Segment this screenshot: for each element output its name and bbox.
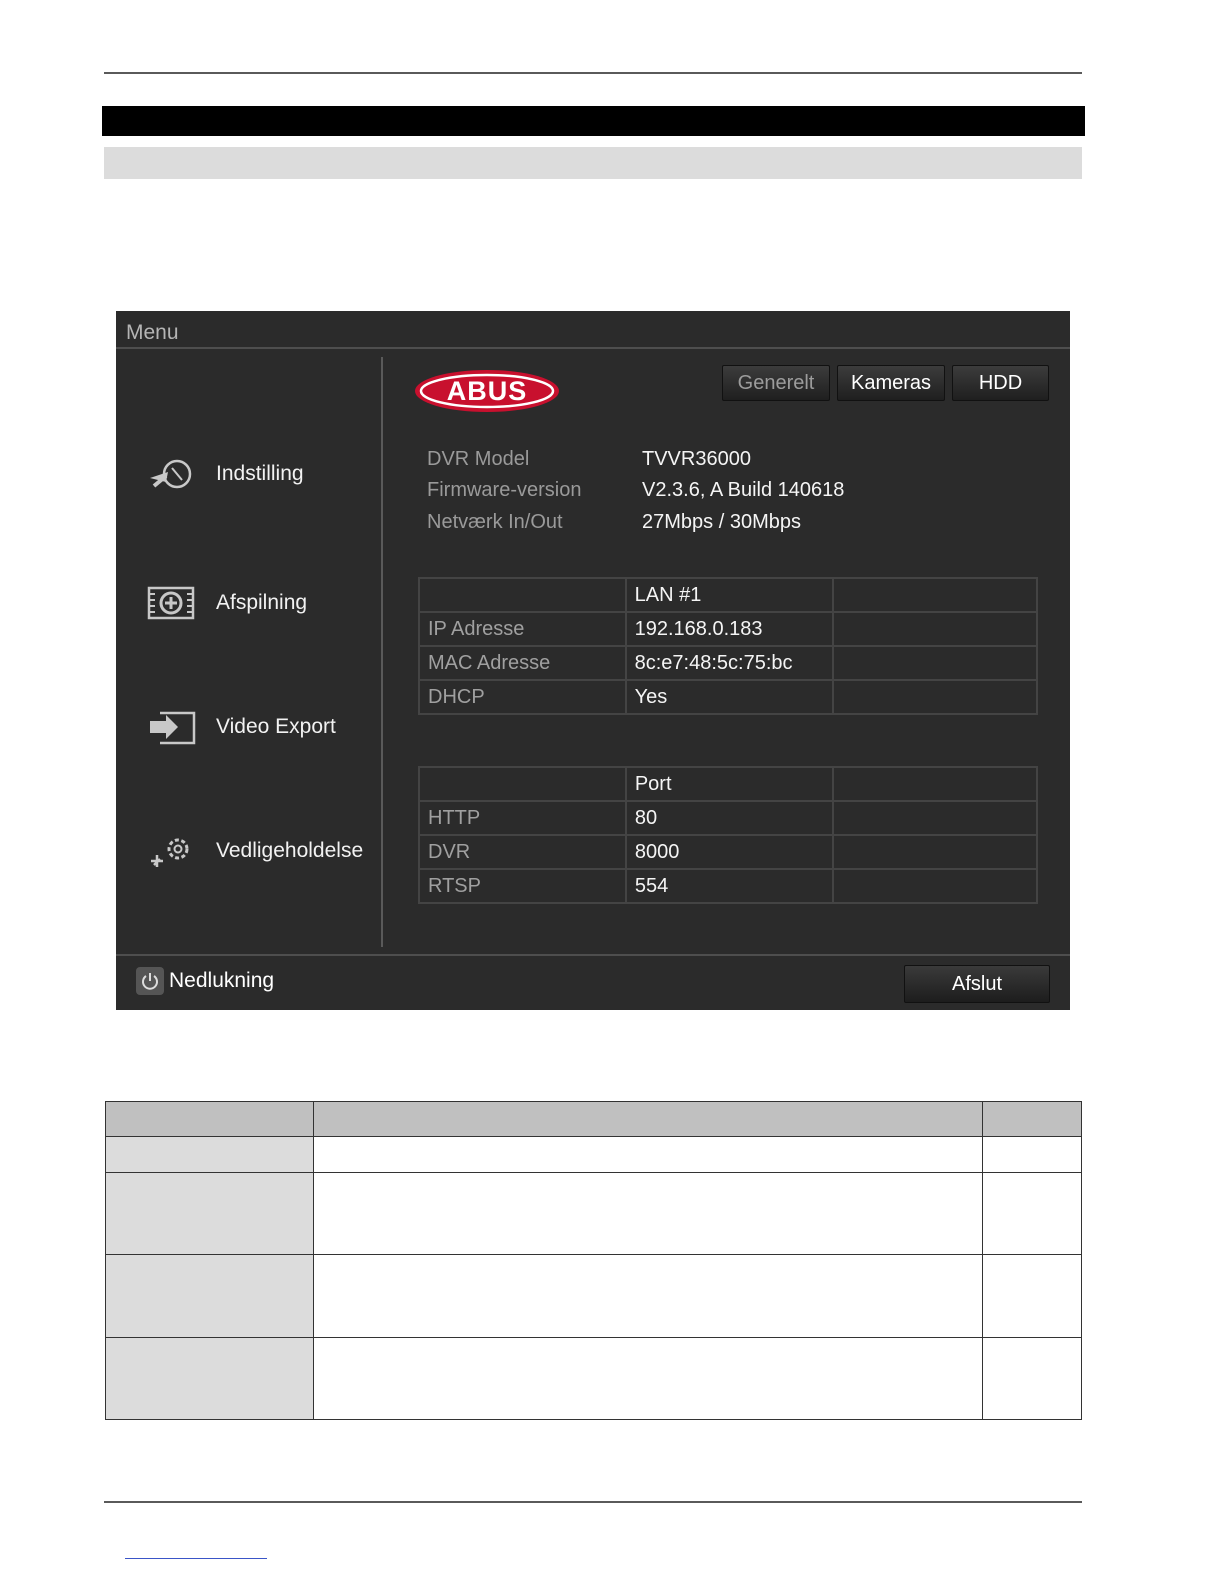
table-header-cell xyxy=(983,1102,1082,1137)
table-row xyxy=(106,1255,1082,1338)
sidebar-item-video-export[interactable] xyxy=(146,705,336,749)
table-cell xyxy=(419,578,626,612)
table-row xyxy=(419,612,1037,646)
sidebar-item-label: Vedligeholdelse xyxy=(216,839,364,862)
info-value: 27Mbps / 30Mbps xyxy=(642,511,801,533)
table-cell xyxy=(314,1137,983,1173)
table-cell xyxy=(314,1338,983,1420)
info-row xyxy=(427,511,801,541)
table-cell xyxy=(106,1137,314,1173)
tab-kameras[interactable]: Kameras xyxy=(837,365,945,401)
table-header-row xyxy=(106,1102,1082,1137)
table-row xyxy=(419,680,1037,714)
table-row xyxy=(419,869,1037,903)
table-cell xyxy=(983,1338,1082,1420)
wrench-settings-icon xyxy=(146,454,198,494)
table-header-cell: Port xyxy=(626,767,833,801)
table-value-cell: Yes xyxy=(626,680,834,714)
table-value-cell: 192.168.0.183 xyxy=(626,612,834,646)
table-row xyxy=(106,1137,1082,1173)
table-header-cell xyxy=(314,1102,983,1137)
dvr-screen xyxy=(116,311,1070,1010)
table-header-row xyxy=(419,578,1037,612)
bottom-rule xyxy=(104,1501,1082,1503)
table-cell xyxy=(983,1137,1082,1173)
sidebar-item-vedligeholdelse[interactable] xyxy=(146,829,363,873)
table-key-cell: DVR xyxy=(419,835,626,869)
playback-icon xyxy=(146,583,198,623)
info-key: DVR Model xyxy=(427,448,530,470)
table-row xyxy=(419,646,1037,680)
table-header-cell xyxy=(106,1102,314,1137)
table-cell xyxy=(833,869,1037,903)
table-value-cell: 8c:e7:48:5c:75:bc xyxy=(626,646,834,680)
table-key-cell: RTSP xyxy=(419,869,626,903)
shutdown-button[interactable] xyxy=(136,967,274,995)
table-cell xyxy=(106,1338,314,1420)
sidebar-item-afspilning[interactable] xyxy=(146,581,307,625)
table-key-cell: MAC Adresse xyxy=(419,646,626,680)
tab-hdd[interactable]: HDD xyxy=(952,365,1049,401)
abus-logo xyxy=(413,368,561,414)
table-cell xyxy=(983,1173,1082,1255)
footer-link-underline[interactable] xyxy=(125,1558,267,1559)
exit-button[interactable]: Afslut xyxy=(904,965,1050,1003)
table-cell xyxy=(983,1255,1082,1338)
export-icon xyxy=(146,707,198,747)
sidebar-divider xyxy=(381,357,383,947)
sidebar-item-label: Video Export xyxy=(216,715,336,738)
top-rule xyxy=(104,72,1082,74)
table-cell xyxy=(314,1255,983,1338)
lan-table xyxy=(418,577,1038,715)
table-header-row xyxy=(419,767,1037,801)
maintenance-gear-icon xyxy=(146,831,198,871)
table-row xyxy=(419,801,1037,835)
sidebar-item-indstilling[interactable] xyxy=(146,452,304,496)
info-key: Netværk In/Out xyxy=(427,511,563,533)
table-cell xyxy=(833,612,1037,646)
chapter-header-bar xyxy=(102,106,1085,136)
table-value-cell: 8000 xyxy=(626,835,833,869)
info-value: V2.3.6, A Build 140618 xyxy=(642,479,845,501)
footer-divider xyxy=(116,954,1070,956)
port-table xyxy=(418,766,1038,904)
table-cell xyxy=(106,1255,314,1338)
info-value: TVVR36000 xyxy=(642,448,751,470)
shutdown-label: Nedlukning xyxy=(169,969,275,992)
table-cell xyxy=(833,835,1037,869)
table-cell xyxy=(833,680,1037,714)
sidebar-item-label: Afspilning xyxy=(216,591,308,614)
sidebar-item-label: Indstilling xyxy=(216,462,304,485)
title-divider xyxy=(116,347,1070,349)
table-cell xyxy=(106,1173,314,1255)
table-row xyxy=(106,1338,1082,1420)
description-table xyxy=(105,1101,1082,1420)
table-cell xyxy=(419,767,626,801)
table-row xyxy=(106,1173,1082,1255)
table-cell xyxy=(833,578,1037,612)
table-key-cell: DHCP xyxy=(419,680,626,714)
section-header-bar xyxy=(104,147,1082,179)
power-icon xyxy=(136,967,164,995)
svg-text:ABUS: ABUS xyxy=(446,376,528,406)
table-cell xyxy=(833,646,1037,680)
table-value-cell: 554 xyxy=(626,869,833,903)
table-key-cell: HTTP xyxy=(419,801,626,835)
table-cell xyxy=(833,801,1037,835)
table-header-cell: LAN #1 xyxy=(626,578,834,612)
info-key: Firmware-version xyxy=(427,479,582,501)
info-row xyxy=(427,479,844,509)
table-value-cell: 80 xyxy=(626,801,833,835)
tab-generelt[interactable]: Generelt xyxy=(722,365,830,401)
table-key-cell: IP Adresse xyxy=(419,612,626,646)
window-title: Menu xyxy=(126,321,179,344)
table-cell xyxy=(833,767,1037,801)
info-row xyxy=(427,448,751,478)
table-cell xyxy=(314,1173,983,1255)
table-row xyxy=(419,835,1037,869)
